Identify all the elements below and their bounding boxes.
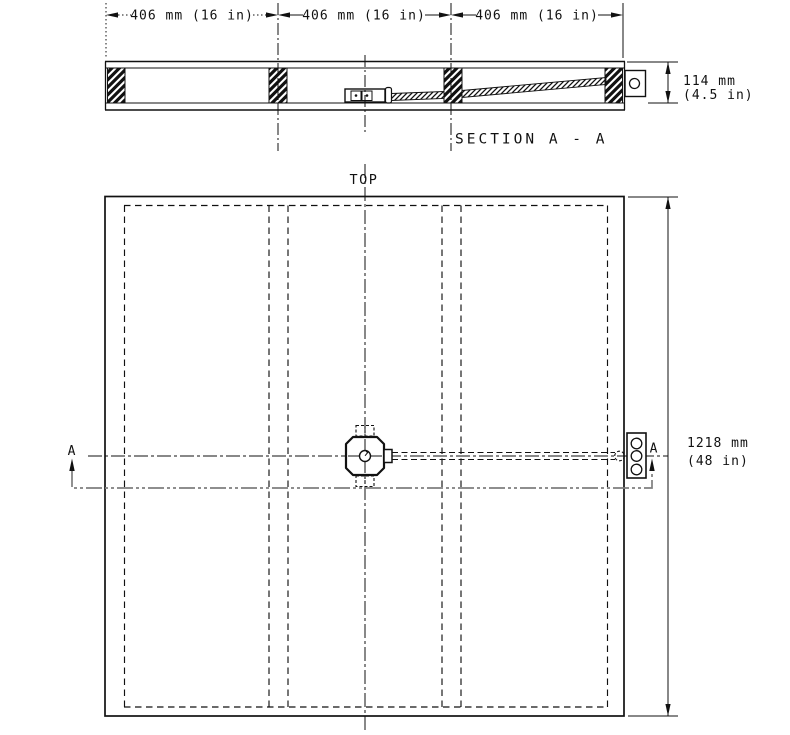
hub-center-hole-icon [360, 451, 371, 462]
panel-height-imperial: (48 in) [687, 454, 749, 469]
keeper-bracket-section [625, 71, 646, 97]
cable-segment-2 [462, 78, 606, 98]
dim-arrow-down-icon [665, 704, 670, 716]
cable-segment-1 [392, 92, 445, 101]
screw-dot-icon [366, 94, 369, 97]
top-view [88, 164, 668, 731]
cut-arrow-up-icon [69, 459, 74, 472]
dim-arrow-right-icon [611, 12, 623, 17]
dim-arrow-right-icon [439, 12, 451, 17]
hatched-block-left [108, 68, 126, 103]
dim-arrow-up-icon [665, 62, 670, 74]
dim-arrow-right-icon [266, 12, 278, 17]
hatched-block-rib2 [444, 68, 462, 103]
section-height-metric: 114 mm [683, 74, 736, 89]
dim-arrow-left-icon [278, 12, 290, 17]
section-height-imperial: (4.5 in) [683, 88, 754, 103]
section-view-title: SECTION A - A [455, 131, 608, 148]
keeper-bracket-plate [627, 433, 646, 478]
top-view-title: TOP [349, 172, 379, 188]
screw-dot-icon [355, 94, 358, 97]
width-dim-label-2: 406 mm (16 in) [302, 8, 426, 24]
hatched-block-right [605, 68, 623, 103]
dim-arrow-up-icon [665, 197, 670, 209]
hatched-block-rib1 [269, 68, 287, 103]
section-view [105, 55, 646, 135]
dim-arrow-down-icon [665, 91, 670, 103]
width-dim-label-1: 406 mm (16 in) [130, 8, 254, 24]
cut-arrow-up-icon [649, 459, 654, 472]
center-hub [346, 426, 392, 487]
width-dim-label-3: 406 mm (16 in) [475, 8, 599, 24]
dim-arrow-left-icon [451, 12, 463, 17]
cable-end-fitting [386, 88, 392, 104]
cut-label-left: A [67, 444, 76, 459]
cut-label-right: A [649, 441, 658, 457]
dim-arrow-left-icon [106, 12, 118, 17]
keeper-bracket-top-view [627, 433, 646, 478]
rod-connector [384, 450, 392, 463]
panel-height-metric: 1218 mm [687, 436, 749, 451]
